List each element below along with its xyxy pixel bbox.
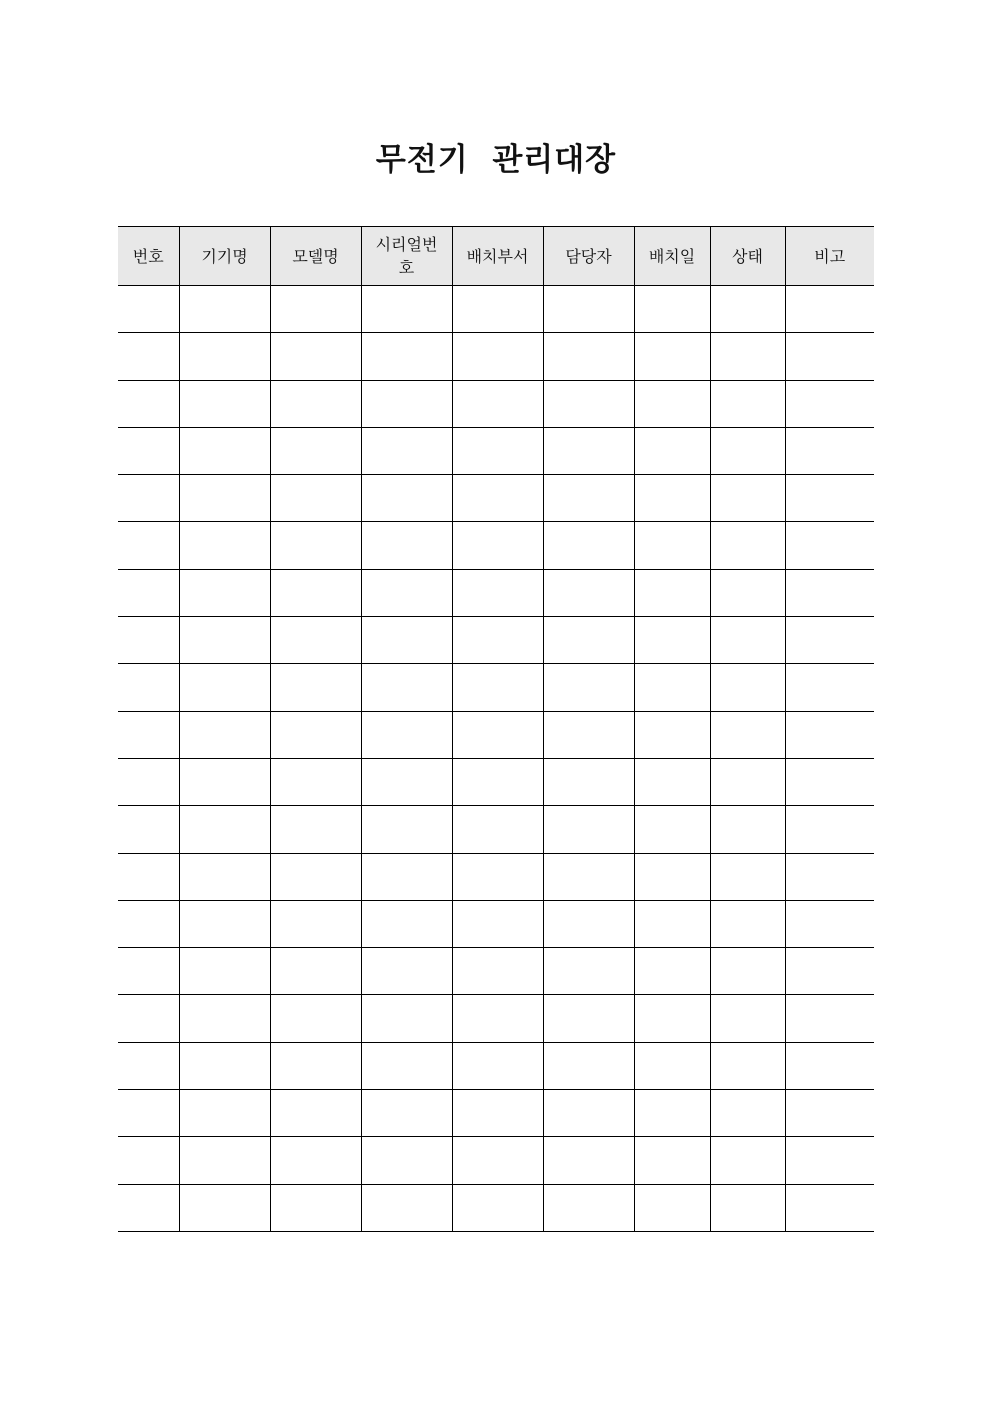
table-cell [361,569,452,616]
table-cell [118,380,179,427]
column-header-serial-number: 시리얼번호 [361,227,452,286]
table-cell [361,900,452,947]
table-cell [179,617,270,664]
table-cell [785,380,874,427]
table-cell [710,758,785,805]
table-cell [543,1137,634,1184]
table-cell [179,853,270,900]
table-cell [118,1184,179,1231]
table-cell [270,664,361,711]
table-cell [179,286,270,333]
table-cell [179,664,270,711]
table-cell [710,427,785,474]
table-cell [118,617,179,664]
table-cell [710,1090,785,1137]
table-cell [452,1184,543,1231]
table-cell [118,1090,179,1137]
table-cell [118,806,179,853]
table-cell [361,380,452,427]
table-cell [710,617,785,664]
column-header-assigned-date: 배치일 [634,227,710,286]
table-cell [118,569,179,616]
table-cell [118,522,179,569]
table-cell [785,475,874,522]
table-cell [179,1090,270,1137]
table-cell [179,569,270,616]
table-cell [710,806,785,853]
table-cell [543,427,634,474]
table-cell [634,427,710,474]
table-cell [710,900,785,947]
table-cell [543,475,634,522]
table-cell [270,948,361,995]
table-cell [361,1042,452,1089]
table-cell [179,333,270,380]
table-cell [543,1090,634,1137]
table-cell [118,664,179,711]
table-cell [785,522,874,569]
table-cell [785,569,874,616]
table-cell [634,758,710,805]
table-cell [634,900,710,947]
table-cell [785,900,874,947]
radio-ledger-table [118,226,874,1232]
table-cell [452,522,543,569]
table-cell [785,617,874,664]
table-cell [452,475,543,522]
table-cell [118,711,179,758]
table-cell [179,758,270,805]
table-row [118,569,874,616]
table-row [118,664,874,711]
table-row [118,948,874,995]
table-row [118,475,874,522]
table-cell [634,522,710,569]
table-cell [785,1042,874,1089]
table-cell [785,758,874,805]
table-cell [543,380,634,427]
table-row [118,711,874,758]
table-cell [543,900,634,947]
table-cell [543,522,634,569]
table-cell [634,995,710,1042]
column-header-remarks: 비고 [785,227,874,286]
table-cell [452,427,543,474]
table-cell [710,948,785,995]
table-cell [452,853,543,900]
table-cell [270,617,361,664]
table-cell [543,711,634,758]
table-cell [179,1184,270,1231]
table-cell [118,1042,179,1089]
table-cell [452,948,543,995]
table-cell [361,475,452,522]
table-cell [361,948,452,995]
table-cell [710,995,785,1042]
table-row [118,333,874,380]
table-cell [118,286,179,333]
table-cell [361,333,452,380]
table-cell [710,569,785,616]
table-cell [634,333,710,380]
table-cell [361,758,452,805]
table-cell [634,475,710,522]
table-row [118,1184,874,1231]
table-cell [361,853,452,900]
table-cell [452,569,543,616]
table-cell [452,380,543,427]
column-header-department: 배치부서 [452,227,543,286]
table-cell [634,1184,710,1231]
table-cell [118,427,179,474]
table-cell [452,286,543,333]
table-row [118,995,874,1042]
table-row [118,427,874,474]
table-cell [270,427,361,474]
table-cell [710,664,785,711]
table-cell [270,1090,361,1137]
table-cell [270,1184,361,1231]
column-header-device-name: 기기명 [179,227,270,286]
table-cell [452,617,543,664]
table-cell [785,333,874,380]
table-cell [634,1042,710,1089]
column-header-model-name: 모델명 [270,227,361,286]
table-cell [710,522,785,569]
table-cell [361,806,452,853]
table-cell [270,333,361,380]
table-cell [179,475,270,522]
table-cell [634,1137,710,1184]
table-cell [118,900,179,947]
table-cell [118,948,179,995]
table-cell [452,1042,543,1089]
table-cell [361,664,452,711]
table-cell [452,711,543,758]
table-cell [785,427,874,474]
table-cell [179,806,270,853]
table-cell [118,1137,179,1184]
table-cell [634,380,710,427]
table-cell [452,900,543,947]
table-cell [710,380,785,427]
table-cell [543,569,634,616]
table-cell [361,286,452,333]
table-cell [452,333,543,380]
table-cell [452,806,543,853]
table-cell [361,522,452,569]
table-cell [270,380,361,427]
table-cell [179,1137,270,1184]
table-row [118,380,874,427]
table-row [118,522,874,569]
table-cell [179,427,270,474]
table-cell [710,1184,785,1231]
table-cell [634,948,710,995]
table-cell [179,948,270,995]
table-cell [634,617,710,664]
table-cell [543,948,634,995]
table-cell [634,853,710,900]
table-cell [543,286,634,333]
table-cell [118,853,179,900]
table-row [118,806,874,853]
table-row [118,1137,874,1184]
table-cell [710,1137,785,1184]
table-cell [710,286,785,333]
table-cell [118,475,179,522]
table-row [118,758,874,805]
column-header-status: 상태 [710,227,785,286]
table-cell [785,711,874,758]
table-cell [785,1090,874,1137]
table-cell [785,806,874,853]
table-cell [785,948,874,995]
table-cell [452,995,543,1042]
table-cell [785,853,874,900]
table-cell [118,995,179,1042]
table-cell [270,711,361,758]
table-cell [634,286,710,333]
table-cell [270,1042,361,1089]
table-cell [179,711,270,758]
table-cell [270,1137,361,1184]
table-cell [543,806,634,853]
table-cell [710,711,785,758]
table-cell [179,995,270,1042]
table-cell [634,806,710,853]
table-row [118,1090,874,1137]
table-cell [543,664,634,711]
table-cell [361,1184,452,1231]
table-cell [270,853,361,900]
page-title: 무전기 관리대장 [375,142,617,178]
table-cell [179,380,270,427]
table-cell [785,286,874,333]
table-cell [270,758,361,805]
table-cell [361,995,452,1042]
table-cell [179,1042,270,1089]
table-cell [270,475,361,522]
table-row [118,1042,874,1089]
table-cell [543,1042,634,1089]
table-cell [270,900,361,947]
table-cell [543,333,634,380]
table-cell [118,333,179,380]
table-row [118,286,874,333]
column-header-number: 번호 [118,227,179,286]
table-cell [361,427,452,474]
table-cell [634,664,710,711]
table-cell [710,333,785,380]
table-body [118,286,874,1232]
table-cell [270,995,361,1042]
table-cell [118,758,179,805]
table-cell [710,853,785,900]
table-cell [270,806,361,853]
table-cell [361,617,452,664]
table-cell [452,1090,543,1137]
table-cell [710,1042,785,1089]
table-cell [361,711,452,758]
table-row [118,853,874,900]
table-cell [452,664,543,711]
table-cell [785,1137,874,1184]
table-cell [270,569,361,616]
table-cell [634,1090,710,1137]
table-cell [543,617,634,664]
column-header-person-in-charge: 담당자 [543,227,634,286]
table-cell [179,522,270,569]
table-cell [452,1137,543,1184]
table-cell [543,1184,634,1231]
table-cell [361,1137,452,1184]
table-cell [270,286,361,333]
table-cell [634,569,710,616]
table-cell [179,900,270,947]
table-cell [543,758,634,805]
table-cell [785,664,874,711]
table-row [118,900,874,947]
table-cell [543,853,634,900]
table-header-row [118,227,874,286]
table-cell [785,995,874,1042]
table-cell [543,995,634,1042]
table-cell [452,758,543,805]
table-cell [785,1184,874,1231]
table-cell [361,1090,452,1137]
table-cell [710,475,785,522]
table-cell [634,711,710,758]
table-row [118,617,874,664]
table-cell [270,522,361,569]
